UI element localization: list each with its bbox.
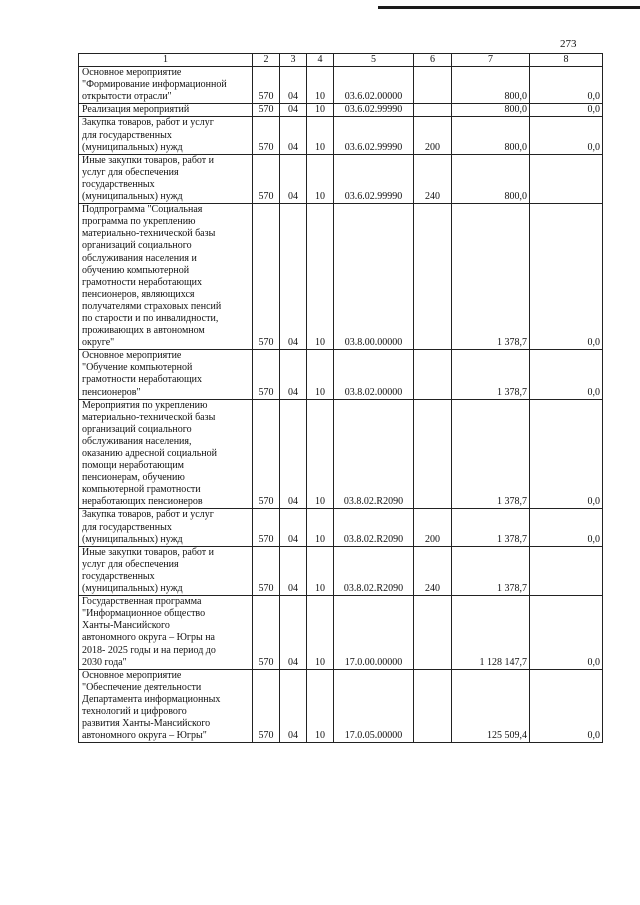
item-name-line: оказанию адресной социальной [82,448,217,459]
item-name-line: Основное мероприятие [82,67,182,79]
item-name-line: обучению компьютерной [82,264,190,276]
item-name-line: обслуживания населения, [82,435,192,447]
table-body [79,54,603,743]
subsection-cell: 10 [307,117,334,154]
item-name-line: (муниципальных) нужд [82,191,183,203]
amount-cell: 800,0 [452,104,530,117]
item-name-line: грамотности неработающих [82,276,203,288]
amount-extra-cell: 0,0 [530,509,603,546]
item-name-line: Иные закупки товаров, работ и [82,546,215,558]
section-cell: 04 [280,204,307,350]
item-name-line: "Обеспечение деятельности [82,681,202,693]
item-name-line: округе" [82,337,115,349]
item-name-line: автономного округа – Югры на [82,632,215,644]
item-name-line: для государственных [82,521,172,533]
ministry-code-cell: 570 [253,669,280,743]
item-name-line: организаций социального [82,423,192,435]
item-name-line: получателями страховых пенсий [82,300,222,312]
item-name-line: Государственная программа [82,596,202,608]
amount-extra-cell: 0,0 [530,104,603,117]
expense-type-cell [414,204,452,350]
item-name-line: организаций социального [82,240,192,252]
expense-type-cell: 200 [414,117,452,154]
item-name-line: развития Ханты-Мансийского [82,718,211,730]
subsection-cell: 10 [307,509,334,546]
amount-cell: 1 378,7 [452,546,530,595]
ministry-code-cell: 570 [253,154,280,203]
section-cell: 04 [280,67,307,104]
expense-type-cell [414,67,452,104]
section-cell: 04 [280,104,307,117]
table-row [79,350,603,399]
item-name-line: неработающих пенсионеров [82,496,203,508]
table-row [79,104,603,117]
item-name-line: программа по укреплению [82,216,196,228]
item-name-line: услуг для обеспечения [82,166,179,178]
target-article-cell: 03.6.02.99990 [334,117,414,154]
budget-table [78,53,603,743]
item-name-line: государственных [82,178,155,190]
item-name-line: компьютерной грамотности [82,484,201,496]
item-name-line: технологий и цифрового [82,705,187,717]
header-col-1: 1 [79,54,253,67]
item-name-line: Закупка товаров, работ и услуг [82,117,214,129]
subsection-cell: 10 [307,399,334,509]
amount-cell: 800,0 [452,154,530,203]
item-name-cell [79,117,253,154]
item-name-line: для государственных [82,129,172,141]
target-article-cell: 03.6.02.00000 [334,67,414,104]
item-name-line: услуг для обеспечения [82,558,179,570]
header-row [79,54,603,67]
item-name-line: материально-технической базы [82,411,216,423]
subsection-cell: 10 [307,67,334,104]
amount-cell: 800,0 [452,67,530,104]
amount-extra-cell: 0,0 [530,399,603,509]
amount-cell: 1 128 147,7 [452,596,530,670]
ministry-code-cell: 570 [253,204,280,350]
item-name-line: Подпрограмма "Социальная [82,204,203,216]
header-col-3: 3 [280,54,307,67]
expense-type-cell [414,669,452,743]
table-row [79,154,603,203]
item-name-line: Ханты-Мансийского [82,620,170,632]
item-name-line: Закупка товаров, работ и услуг [82,509,214,521]
item-name-line: Мероприятия по укреплению [82,399,208,411]
item-name-line: помощи неработающим [82,460,185,472]
header-col-7: 7 [452,54,530,67]
item-name-cell [79,350,253,399]
table-row [79,509,603,546]
amount-extra-cell: 0,0 [530,204,603,350]
header-col-5: 5 [334,54,414,67]
amount-cell: 1 378,7 [452,350,530,399]
header-col-2: 2 [253,54,280,67]
section-cell: 04 [280,117,307,154]
section-cell: 04 [280,546,307,595]
ministry-code-cell: 570 [253,399,280,509]
subsection-cell: 10 [307,596,334,670]
item-name-line: "Формирование информационной [82,79,227,91]
subsection-cell: 10 [307,669,334,743]
expense-type-cell [414,104,452,117]
header-col-8: 8 [530,54,603,67]
expense-type-cell: 240 [414,546,452,595]
subsection-cell: 10 [307,350,334,399]
header-col-4: 4 [307,54,334,67]
item-name-line: (муниципальных) нужд [82,583,183,595]
target-article-cell: 03.6.02.99990 [334,154,414,203]
target-article-cell: 17.0.00.00000 [334,596,414,670]
item-name-line: по старости и по инвалидности, [82,312,219,324]
item-name-line: открытости отрасли" [82,91,172,103]
amount-cell: 1 378,7 [452,204,530,350]
target-article-cell: 17.0.05.00000 [334,669,414,743]
item-name-line: грамотности неработающих [82,374,203,386]
ministry-code-cell: 570 [253,117,280,154]
section-cell: 04 [280,399,307,509]
table-row [79,399,603,509]
item-name-cell [79,67,253,104]
item-name-cell [79,546,253,595]
expense-type-cell: 200 [414,509,452,546]
item-name-line: 2030 года" [82,656,127,668]
amount-extra-cell: 0,0 [530,669,603,743]
item-name-line: Реализация мероприятий [82,104,190,116]
section-cell: 04 [280,669,307,743]
section-cell: 04 [280,154,307,203]
item-name-line: 2018- 2025 годы и на период до [82,644,216,656]
expense-type-cell [414,399,452,509]
amount-cell: 1 378,7 [452,509,530,546]
item-name-line: государственных [82,570,155,582]
ministry-code-cell: 570 [253,546,280,595]
item-name-line: (муниципальных) нужд [82,141,183,153]
table-row [79,204,603,350]
item-name-line: Иные закупки товаров, работ и [82,154,215,166]
item-name-line: обслуживания населения и [82,252,197,264]
amount-extra-cell [530,546,603,595]
table-row [79,117,603,154]
ministry-code-cell: 570 [253,350,280,399]
expense-type-cell [414,596,452,670]
header-col-6: 6 [414,54,452,67]
ministry-code-cell: 570 [253,509,280,546]
item-name-line: "Обучение компьютерной [82,362,193,374]
top-rule [378,6,640,9]
item-name-cell [79,154,253,203]
item-name-cell [79,204,253,350]
section-cell: 04 [280,596,307,670]
item-name-line: проживающих в автономном [82,325,205,337]
page-number: 273 [560,38,577,50]
item-name-cell [79,104,253,117]
amount-cell: 125 509,4 [452,669,530,743]
item-name-line: автономного округа – Югры" [82,730,207,742]
item-name-line: "Информационное общество [82,608,206,620]
amount-cell: 1 378,7 [452,399,530,509]
item-name-line: материально-технической базы [82,228,216,240]
section-cell: 04 [280,350,307,399]
item-name-line: (муниципальных) нужд [82,533,183,545]
amount-extra-cell: 0,0 [530,350,603,399]
table-row [79,669,603,743]
item-name-line: пенсионеров" [82,386,141,398]
item-name-line: пенсионеров, являющихся [82,288,195,300]
item-name-cell [79,399,253,509]
section-cell: 04 [280,509,307,546]
item-name-line: пенсионерам, обучению [82,472,185,484]
subsection-cell: 10 [307,204,334,350]
ministry-code-cell: 570 [253,67,280,104]
target-article-cell: 03.8.00.00000 [334,204,414,350]
table-row [79,596,603,670]
subsection-cell: 10 [307,546,334,595]
item-name-line: Основное мероприятие [82,669,182,681]
expense-type-cell [414,350,452,399]
ministry-code-cell: 570 [253,104,280,117]
target-article-cell: 03.6.02.99990 [334,104,414,117]
target-article-cell: 03.8.02.00000 [334,350,414,399]
amount-cell: 800,0 [452,117,530,154]
table-row [79,67,603,104]
item-name-cell [79,669,253,743]
target-article-cell: 03.8.02.R2090 [334,546,414,595]
amount-extra-cell: 0,0 [530,596,603,670]
subsection-cell: 10 [307,154,334,203]
target-article-cell: 03.8.02.R2090 [334,509,414,546]
subsection-cell: 10 [307,104,334,117]
item-name-line: Основное мероприятие [82,350,182,362]
target-article-cell: 03.8.02.R2090 [334,399,414,509]
amount-extra-cell [530,154,603,203]
item-name-line: Департамента информационных [82,693,221,705]
item-name-cell [79,509,253,546]
table-row [79,546,603,595]
amount-extra-cell: 0,0 [530,117,603,154]
amount-extra-cell: 0,0 [530,67,603,104]
expense-type-cell: 240 [414,154,452,203]
ministry-code-cell: 570 [253,596,280,670]
item-name-cell [79,596,253,670]
